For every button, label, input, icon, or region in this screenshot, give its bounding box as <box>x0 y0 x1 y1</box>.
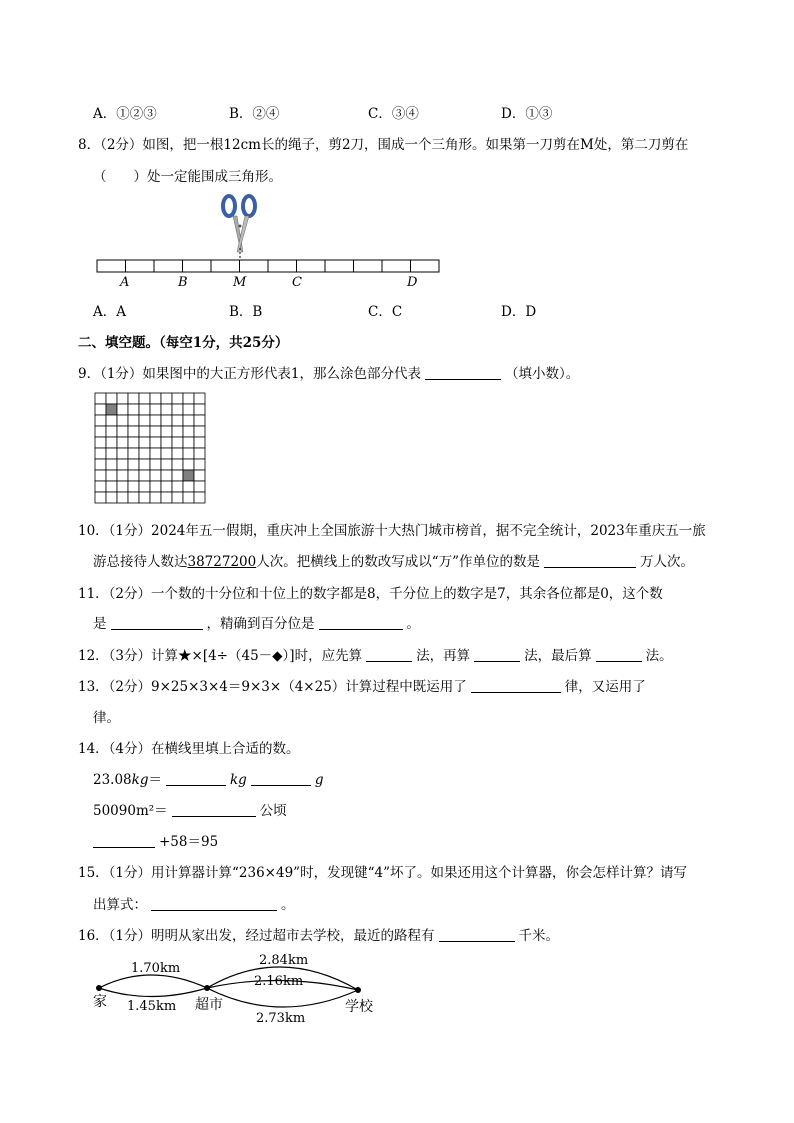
grid-cell <box>161 426 172 437</box>
grid-cell <box>106 470 117 481</box>
grid-cell <box>139 459 150 470</box>
grid-cell <box>117 404 128 415</box>
q14-blank-kg[interactable] <box>166 771 226 786</box>
q12-blank-1[interactable] <box>366 647 412 662</box>
q7-option-d: D．①③ <box>501 106 553 122</box>
grid-cell <box>161 393 172 404</box>
grid-cell <box>161 404 172 415</box>
grid-cell <box>117 470 128 481</box>
grid-cell <box>128 404 139 415</box>
grid-cell <box>150 437 161 448</box>
grid-cell <box>183 415 194 426</box>
grid-cell <box>194 415 205 426</box>
grid-cell <box>95 492 106 503</box>
grid-cell <box>194 426 205 437</box>
q11-text-line2: 是 ，精确到百分位是 。 <box>93 616 420 632</box>
grid-cell <box>139 393 150 404</box>
grid-cell <box>106 426 117 437</box>
grid-cell <box>150 470 161 481</box>
grid-cell <box>95 470 106 481</box>
grid-cell <box>150 415 161 426</box>
grid-cell <box>117 393 128 404</box>
grid-cell <box>161 415 172 426</box>
grid-cell <box>150 393 161 404</box>
grid-cell-shaded <box>183 470 194 481</box>
label-b: B <box>178 275 188 290</box>
q8-option-c: C．C <box>368 304 403 320</box>
distance-label-4: 2.16km <box>254 974 304 989</box>
grid-cell <box>128 470 139 481</box>
grid-cell <box>161 459 172 470</box>
grid-cell <box>139 415 150 426</box>
grid-cell <box>95 426 106 437</box>
q7-option-b: B．②④ <box>229 106 280 122</box>
grid-cell <box>172 459 183 470</box>
home-dot <box>96 985 102 991</box>
q12-blank-2[interactable] <box>474 647 520 662</box>
grid-cell <box>139 426 150 437</box>
label-a: A <box>120 275 130 290</box>
grid-cell <box>128 437 139 448</box>
grid-cell <box>117 415 128 426</box>
grid-cell <box>161 437 172 448</box>
grid-cell <box>106 393 117 404</box>
distance-label-2: 1.45km <box>127 999 177 1014</box>
school-label: 学校 <box>345 999 373 1015</box>
grid-cell <box>172 492 183 503</box>
grid-cell <box>172 393 183 404</box>
grid-cell <box>95 448 106 459</box>
grid-cell <box>194 448 205 459</box>
grid-cell <box>150 404 161 415</box>
grid-cell <box>95 415 106 426</box>
q15-text-line1: 15．（1分）用计算器计算“236×49”时，发现键“4”坏了。如果还用这个计算器，你会怎样计算？请写 <box>78 865 687 881</box>
route-2-73 <box>207 988 358 1007</box>
grid-cell <box>172 470 183 481</box>
grid-cell <box>106 437 117 448</box>
label-d: D <box>407 275 418 290</box>
grid-cell <box>194 404 205 415</box>
grid-cell <box>194 459 205 470</box>
q16-text: 16．（1分）明明从家出发，经过超市去学校，最近的路程有 千米。 <box>78 928 560 944</box>
grid-cell <box>194 481 205 492</box>
q13-text-line1: 13．（2分）9×25×3×4＝9×3×（4×25）计算过程中既运用了 律，又运用了 <box>78 679 646 695</box>
grid-cell <box>150 481 161 492</box>
grid-cell <box>117 481 128 492</box>
grid-cell <box>150 426 161 437</box>
grid-cell <box>139 404 150 415</box>
grid-cell <box>183 481 194 492</box>
grid-cell <box>95 459 106 470</box>
grid-cell <box>117 492 128 503</box>
grid-cell <box>128 448 139 459</box>
grid-cell <box>117 437 128 448</box>
q15-blank[interactable] <box>151 896 277 911</box>
grid-cell <box>150 492 161 503</box>
q8-option-a: A．A <box>93 304 126 320</box>
grid-cell <box>194 437 205 448</box>
distance-label-1: 1.70km <box>131 961 181 976</box>
grid-cell <box>106 492 117 503</box>
grid-cell <box>128 415 139 426</box>
school-dot <box>355 987 361 993</box>
grid-cell <box>139 448 150 459</box>
route-map <box>90 950 390 1030</box>
q9-blank[interactable] <box>425 365 501 380</box>
grid-cell <box>183 448 194 459</box>
grid-cell <box>95 393 106 404</box>
grid-cell <box>161 481 172 492</box>
grid-cell <box>128 426 139 437</box>
q14-blank-sum[interactable] <box>93 833 155 848</box>
route-1-70 <box>99 975 207 988</box>
rope-figure <box>94 190 444 290</box>
grid-cell <box>95 404 106 415</box>
grid-cell <box>161 470 172 481</box>
grid-cell <box>95 481 106 492</box>
q11-text-line1: 11．（2分）一个数的十分位和十位上的数字都是8，千分位上的数字是7，其余各位都是0，这个数 <box>78 586 663 602</box>
q8-option-b: B．B <box>229 304 263 320</box>
label-c: C <box>292 275 302 290</box>
q11-blank-2[interactable] <box>319 615 403 630</box>
q13-blank-1[interactable] <box>471 678 561 693</box>
grid-cell <box>161 448 172 459</box>
route-1-45 <box>99 988 207 997</box>
distance-label-5: 2.73km <box>256 1011 306 1026</box>
q14-row3: +58＝95 <box>93 830 218 850</box>
grid-cell <box>172 415 183 426</box>
grid-cell <box>183 437 194 448</box>
q13-text-line2: 律。 <box>93 710 120 726</box>
section-heading: 二、填空题。（每空1分，共25分） <box>78 335 289 351</box>
grid-cell <box>194 492 205 503</box>
q14-blank-hectare[interactable] <box>172 802 256 817</box>
grid-cell <box>183 393 194 404</box>
q14-row1: 23.08kg＝ kg g <box>93 772 324 788</box>
market-label: 超市 <box>195 997 223 1013</box>
hundred-grid <box>94 392 206 504</box>
grid-cell <box>128 459 139 470</box>
grid-cell <box>183 426 194 437</box>
grid-cell <box>150 459 161 470</box>
q7-option-a: A．①②③ <box>93 106 157 122</box>
scissors-icon <box>223 196 255 252</box>
grid-cell <box>183 459 194 470</box>
grid-cell <box>117 448 128 459</box>
grid-cell <box>161 492 172 503</box>
q10-number: 38727200 <box>187 554 257 570</box>
grid-cell <box>183 492 194 503</box>
q9-text: 9．（1分）如果图中的大正方形代表1，那么涂色部分代表 （填小数）。 <box>78 366 580 382</box>
grid-cell <box>128 393 139 404</box>
grid-cell <box>128 492 139 503</box>
grid-cell <box>106 459 117 470</box>
distance-label-3: 2.84km <box>259 953 309 968</box>
q14-text: 14．（4分）在横线里填上合适的数。 <box>78 741 300 757</box>
q8-text-line2: （ ）处一定能围成三角形。 <box>93 169 282 185</box>
grid-cell <box>117 426 128 437</box>
grid-cell <box>183 404 194 415</box>
grid-cell <box>172 426 183 437</box>
grid-cell <box>106 448 117 459</box>
grid-cell <box>194 470 205 481</box>
grid-cell <box>128 481 139 492</box>
grid-cell <box>139 470 150 481</box>
grid-cell <box>194 393 205 404</box>
q14-blank-g[interactable] <box>251 771 311 786</box>
home-label: 家 <box>93 994 107 1010</box>
q16-blank[interactable] <box>439 927 515 942</box>
q12-text: 12．（3分）计算★×[4÷（45－◆）]时，应先算 法，再算 法，最后算 法。 <box>78 648 673 664</box>
grid-cell-shaded <box>106 404 117 415</box>
label-m: M <box>233 275 247 290</box>
grid-cell <box>172 404 183 415</box>
market-dot <box>204 985 210 991</box>
grid-cell <box>95 437 106 448</box>
q10-text-line2: 游总接待人数达38727200人次。把横线上的数改写成以“万”作单位的数是 万人次。 <box>93 554 695 570</box>
grid-cell <box>172 437 183 448</box>
q15-text-line2: 出算式： 。 <box>93 897 295 913</box>
q10-text-line1: 10．（1分）2024年五一假期，重庆冲上全国旅游十大热门城市榜首，据不完全统计，2023年重庆五一旅 <box>78 523 706 539</box>
q11-blank-1[interactable] <box>111 615 203 630</box>
grid-cell <box>139 492 150 503</box>
grid-cell <box>172 448 183 459</box>
grid-cell <box>139 481 150 492</box>
q8-option-d: D．D <box>501 304 537 320</box>
q10-blank[interactable] <box>544 553 636 568</box>
grid-cell <box>106 415 117 426</box>
q7-option-c: C．③④ <box>368 106 419 122</box>
q12-blank-3[interactable] <box>596 647 642 662</box>
grid-cell <box>106 481 117 492</box>
grid-cell <box>150 448 161 459</box>
q14-row2: 50090m²＝ 公顷 <box>93 803 287 819</box>
grid-cell <box>117 459 128 470</box>
grid-cell <box>139 437 150 448</box>
q8-text-line1: 8．（2分）如图，把一根12cm长的绳子，剪2刀，围成一个三角形。如果第一刀剪在M处，第二刀剪在 <box>78 137 689 153</box>
grid-cell <box>172 481 183 492</box>
